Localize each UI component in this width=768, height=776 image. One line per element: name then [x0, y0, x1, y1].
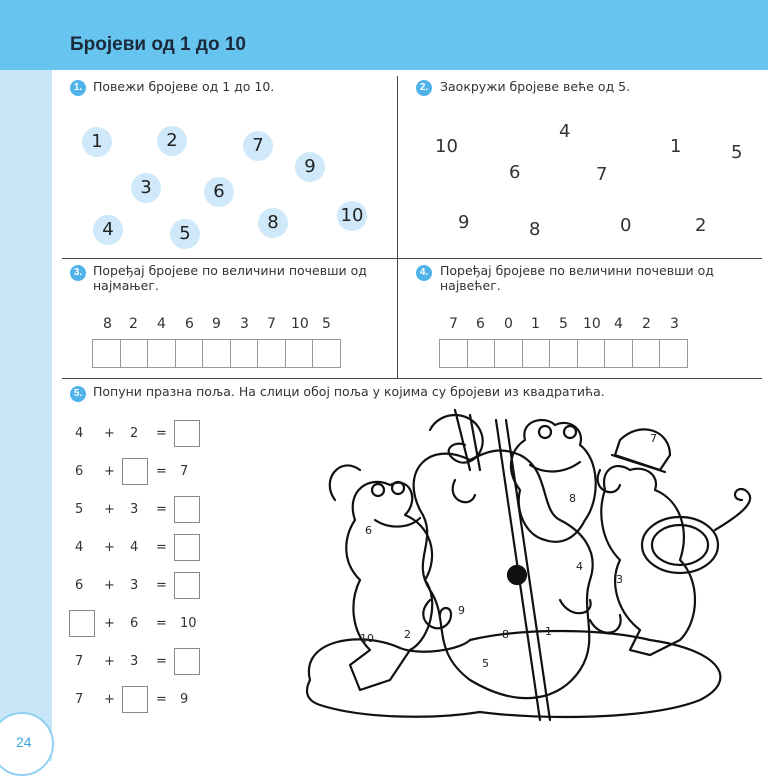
ex2-number-item[interactable]: 5: [731, 142, 743, 163]
ex3-instruction-line2: најмањег.: [93, 278, 159, 293]
ex2-number-item[interactable]: 6: [509, 162, 521, 183]
picture-field-label[interactable]: 5: [482, 657, 489, 670]
equation-operator: +: [104, 578, 115, 593]
ex1-bubble[interactable]: 4: [93, 215, 123, 245]
equation-number: 6: [130, 616, 139, 631]
equation-answer-box[interactable]: [174, 496, 200, 523]
answer-cell[interactable]: [522, 339, 551, 368]
picture-field-label[interactable]: 1: [545, 625, 552, 638]
equation-answer-box[interactable]: [122, 686, 148, 713]
equation-number: 5: [75, 502, 84, 517]
ex3-seq-number: 3: [240, 316, 249, 332]
equation-operator: +: [104, 654, 115, 669]
answer-cell[interactable]: [120, 339, 149, 368]
ex4-instruction-line2: највећег.: [440, 278, 501, 293]
ex2-number-item[interactable]: 9: [458, 212, 470, 233]
picture-field-label[interactable]: 6: [365, 524, 372, 537]
equation-number: 3: [130, 502, 139, 517]
equation-number: 6: [75, 578, 84, 593]
ex2-number-item[interactable]: 8: [529, 219, 541, 240]
page-title: Бројеви од 1 до 10: [70, 34, 246, 55]
ex4-seq-number: 7: [449, 316, 458, 332]
ex3-seq-number: 10: [291, 316, 309, 332]
equation-answer-box[interactable]: [174, 648, 200, 675]
ex3-seq-number: 7: [267, 316, 276, 332]
picture-field-label[interactable]: 10: [360, 632, 374, 645]
picture-field-label[interactable]: 8: [502, 628, 509, 641]
ex2-number: 2.: [416, 80, 432, 96]
ex4-number: 4.: [416, 265, 432, 281]
equation-answer-box[interactable]: [174, 572, 200, 599]
answer-cell[interactable]: [632, 339, 661, 368]
ex1-number: 1.: [70, 80, 86, 96]
equation-equals: =: [156, 464, 167, 479]
answer-cell[interactable]: [175, 339, 204, 368]
answer-cell[interactable]: [577, 339, 606, 368]
ex5-number: 5.: [70, 386, 86, 402]
ex4-seq-number: 10: [583, 316, 601, 332]
answer-cell[interactable]: [285, 339, 314, 368]
equation-number: 7: [180, 464, 189, 479]
answer-cell[interactable]: [549, 339, 578, 368]
divider-1: [62, 258, 762, 259]
ex3-answer-cells: [93, 339, 341, 368]
ex4-seq-number: 0: [504, 316, 513, 332]
answer-cell[interactable]: [604, 339, 633, 368]
ex4-seq-number: 2: [642, 316, 651, 332]
equation-number: 9: [180, 692, 189, 707]
equation-number: 4: [75, 540, 84, 555]
equation-equals: =: [156, 692, 167, 707]
vertical-divider: [397, 76, 398, 378]
equation-operator: +: [104, 464, 115, 479]
equation-answer-box[interactable]: [69, 610, 95, 637]
ex1-bubble[interactable]: 10: [337, 201, 367, 231]
ex4-seq-number: 3: [670, 316, 679, 332]
equation-answer-box[interactable]: [174, 534, 200, 561]
ex2-number-item[interactable]: 4: [559, 121, 571, 142]
ex4-seq-number: 4: [614, 316, 623, 332]
ex2-number-item[interactable]: 10: [435, 136, 458, 157]
equation-operator: +: [104, 692, 115, 707]
answer-cell[interactable]: [312, 339, 341, 368]
equation-number: 3: [130, 578, 139, 593]
ex2-number-item[interactable]: 7: [596, 164, 608, 185]
equation-number: 7: [75, 654, 84, 669]
equation-operator: +: [104, 616, 115, 631]
ex2-number-item[interactable]: 1: [670, 136, 682, 157]
ex3-seq-number: 6: [185, 316, 194, 332]
equation-equals: =: [156, 616, 167, 631]
ex1-bubble[interactable]: 3: [131, 173, 161, 203]
equation-operator: +: [104, 540, 115, 555]
answer-cell[interactable]: [147, 339, 176, 368]
equation-answer-box[interactable]: [122, 458, 148, 485]
ex2-instruction: Заокружи бројеве веће од 5.: [440, 79, 631, 94]
picture-field-label[interactable]: 3: [616, 573, 623, 586]
equation-operator: +: [104, 502, 115, 517]
equation-number: 10: [180, 616, 197, 631]
equation-number: 7: [75, 692, 84, 707]
answer-cell[interactable]: [494, 339, 523, 368]
equation-number: 2: [130, 426, 139, 441]
answer-cell[interactable]: [439, 339, 468, 368]
answer-cell[interactable]: [230, 339, 259, 368]
divider-2: [62, 378, 762, 379]
page-number: 24: [16, 734, 32, 750]
ex1-bubble[interactable]: 8: [258, 208, 288, 238]
equation-equals: =: [156, 426, 167, 441]
ex3-seq-number: 8: [103, 316, 112, 332]
ex4-instruction-line1: Поређај бројеве по величини почевши од: [440, 263, 714, 278]
answer-cell[interactable]: [202, 339, 231, 368]
equation-equals: =: [156, 654, 167, 669]
ex1-bubble[interactable]: 9: [295, 152, 325, 182]
ex3-seq-number: 9: [212, 316, 221, 332]
ex3-seq-number: 2: [129, 316, 138, 332]
equation-equals: =: [156, 578, 167, 593]
ex3-seq-number: 4: [157, 316, 166, 332]
picture-field-label[interactable]: 8: [569, 492, 576, 505]
ex4-answer-cells: [440, 339, 688, 368]
ex2-number-item[interactable]: 2: [695, 215, 707, 236]
equation-number: 6: [75, 464, 84, 479]
ex1-bubble[interactable]: 2: [157, 126, 187, 156]
picture-field-label[interactable]: 7: [650, 432, 657, 445]
ex1-bubble[interactable]: 5: [170, 219, 200, 249]
equation-equals: =: [156, 502, 167, 517]
equation-number: 4: [75, 426, 84, 441]
ex4-seq-number: 6: [476, 316, 485, 332]
ex2-number-item[interactable]: 0: [620, 215, 632, 236]
ex1-bubble[interactable]: 6: [204, 177, 234, 207]
left-margin-bar: [0, 70, 52, 761]
ex3-seq-number: 5: [322, 316, 331, 332]
ex3-number: 3.: [70, 265, 86, 281]
ex1-instruction: Повежи бројеве од 1 до 10.: [93, 79, 275, 94]
ex5-instruction: Попуни празна поља. На слици обој поља у којима су бројеви из квадратића.: [93, 384, 605, 399]
picture-field-label[interactable]: 4: [576, 560, 583, 573]
equation-number: 3: [130, 654, 139, 669]
ex3-instruction-line1: Поређај бројеве по величини почевши од: [93, 263, 367, 278]
equation-number: 4: [130, 540, 139, 555]
picture-field-label[interactable]: 9: [458, 604, 465, 617]
answer-cell[interactable]: [659, 339, 688, 368]
equation-equals: =: [156, 540, 167, 555]
ex1-bubble[interactable]: 7: [243, 131, 273, 161]
equation-operator: +: [104, 426, 115, 441]
picture-field-label[interactable]: 2: [404, 628, 411, 641]
ex4-seq-number: 1: [531, 316, 540, 332]
ex4-seq-number: 5: [559, 316, 568, 332]
answer-cell[interactable]: [467, 339, 496, 368]
ex1-bubble[interactable]: 1: [82, 127, 112, 157]
answer-cell[interactable]: [92, 339, 121, 368]
equation-answer-box[interactable]: [174, 420, 200, 447]
answer-cell[interactable]: [257, 339, 286, 368]
